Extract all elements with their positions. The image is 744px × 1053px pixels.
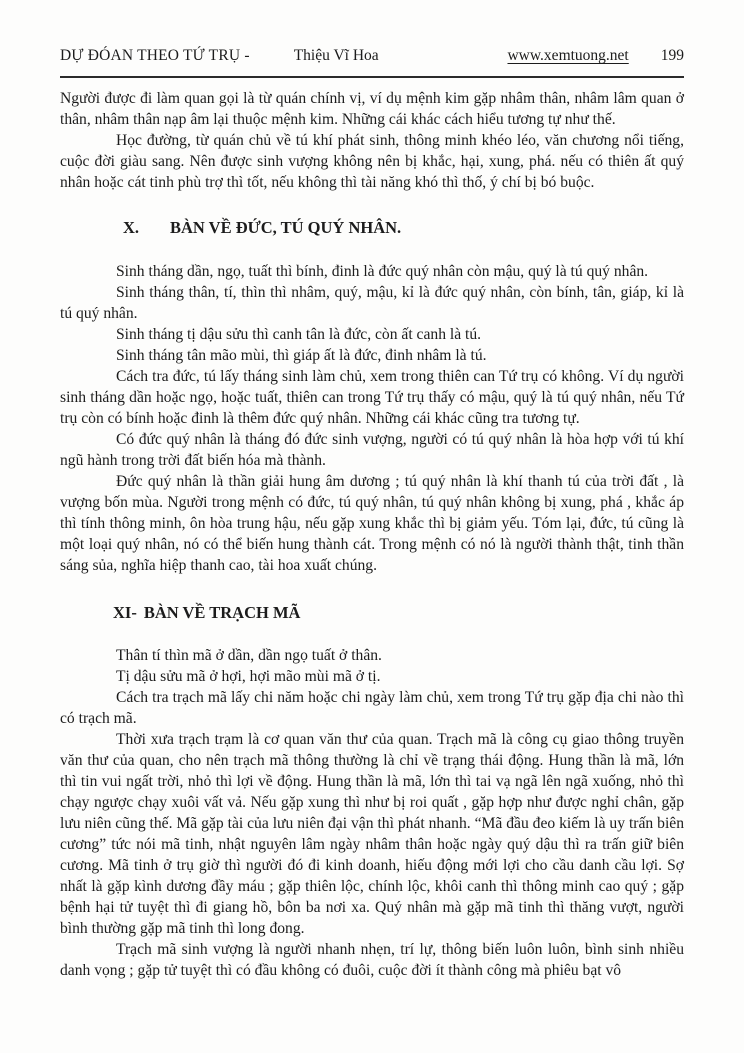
page-number: 199 bbox=[660, 47, 684, 64]
section-number: XI- bbox=[113, 603, 137, 622]
paragraph: Thời xưa trạch trạm là cơ quan văn thư của quan. Trạch mã là công cụ giao thông truyền văn thư của quan, cho nên trạch mã thông thường là chỉ về trạng thái động. Hung thần là mã, lớn thì tin vui ngất trời, nhỏ thì lợi về động. Hung thần là mã, lớn thì tai vạ ngã lên ngã xuống, nhỏ thì chạy ngược chạy xuôi vất vả. Nếu gặp xung thì như bị roi quất , gặp hợp như được nghỉ chân, gặp lưu niên cũng thế. Mã gặp tài của lưu niên đại vận thì phát nhanh. “Mã đầu đeo kiếm là uy trấn biên cương” tức nói mã tinh, nhật nguyên lâm ngày nhâm thân hoặc ngày quý dậu thì ra trấn giữ biên cương. Mã tinh ở trụ giờ thì người đó đi kinh doanh, hiếu động mới lợi cho cầu danh cầu lợi. Sợ nhất là gặp kình dương đầy máu ; gặp thiên lộc, chính lộc, khôi canh thì thông minh cao quý ; gặp bệnh hại tử tuyệt thì đi giang hồ, bôn ba nơi xa. Quý nhân mà gặp mã tinh thì thăng vượt, người bình thường gặp mã tinh thì long đong. bbox=[60, 731, 684, 937]
paragraph: Có đức quý nhân là tháng đó đức sinh vượng, người có tú quý nhân là hòa hợp với tú khí ngũ hành trong trời đất biến hóa mà thành. bbox=[60, 431, 684, 469]
section-heading-xi bbox=[113, 602, 684, 623]
book-title: DỰ ĐÓAN THEO TỨ TRỤ - bbox=[60, 47, 250, 64]
section-number: X. bbox=[123, 218, 140, 237]
section-title: BÀN VỀ TRẠCH MÃ bbox=[143, 603, 301, 622]
section-title: BÀN VỀ ĐỨC, TÚ QUÝ NHÂN. bbox=[170, 218, 402, 237]
paragraph: Cách tra đức, tú lấy tháng sinh làm chủ, xem trong thiên can Tứ trụ có không. Ví dụ người sinh tháng dần hoặc ngọ, hoặc tuất, thiên can trong Tứ trụ thấy có mậu, quý là tú quý nhân, nếu Tứ trụ còn có bính hoặc đinh là thêm đức quý nhân. Những cái khác cũng tra tương tự. bbox=[60, 368, 684, 427]
author-name: Thiệu Vĩ Hoa bbox=[293, 47, 379, 64]
header-divider bbox=[60, 76, 684, 78]
section-heading-x bbox=[123, 217, 684, 238]
paragraph: Sinh tháng tị dậu sửu thì canh tân là đức, còn ất canh là tú. bbox=[116, 326, 482, 343]
page-body bbox=[60, 88, 684, 981]
page-header bbox=[60, 46, 684, 65]
paragraph: Cách tra trạch mã lấy chi năm hoặc chi ngày làm chủ, xem trong Tứ trụ gặp địa chi nào thì có trạch mã. bbox=[60, 689, 684, 727]
paragraph: Tị dậu sửu mã ở hợi, hợi mão mùi mã ở tị. bbox=[116, 668, 381, 685]
paragraph: Thân tí thìn mã ở dần, dần ngọ tuất ở thân. bbox=[116, 647, 382, 664]
paragraph: Sinh tháng thân, tí, thìn thì nhâm, quý, mậu, kỉ là đức quý nhân, còn bính, tân, giáp, kỉ là tú quý nhân. bbox=[60, 284, 684, 322]
paragraph: Học đường, từ quán chủ về tú khí phát sinh, thông minh khéo léo, văn chương nổi tiếng, cuộc đời giàu sang. Nên được sinh vượng không nên bị khắc, hại, xung, phá. nếu có thiên ất quý nhân hoặc cát tinh phù trợ thì tốt, nếu không thì tài năng khó thì thố, ý chí bị bó buộc. bbox=[60, 132, 684, 191]
paragraph: Đức quý nhân là thần giải hung âm dương ; tú quý nhân là khí thanh tú của trời đất , là vượng bốn mùa. Người trong mệnh có đức, tú quý nhân, tú quý nhân không bị xung, phá , khắc áp thì tính thông minh, ôn hòa trung hậu, nếu gặp xung khắc thì bị giảm yếu. Tóm lại, đức, tú cũng là một loại quý nhân, nó có thể biến hung thành cát. Trong mệnh có nó là người thành thật, tinh thần sáng sủa, nghĩa hiệp thanh cao, tài hoa xuất chúng. bbox=[60, 473, 684, 574]
paragraph: Sinh tháng dần, ngọ, tuất thì bính, đinh là đức quý nhân còn mậu, quý là tú quý nhân. bbox=[116, 263, 649, 280]
paragraph: Sinh tháng tân mão mùi, thì giáp ất là đức, đinh nhâm là tú. bbox=[116, 347, 487, 364]
paragraph: Người được đi làm quan gọi là từ quán chính vị, ví dụ mệnh kim gặp nhâm thân, nhâm lâm quan ở thân, nhâm thân nạp âm lại thuộc mệnh kim. Những cái khác cách hiểu tương tự như thế. bbox=[60, 90, 684, 128]
website-link[interactable]: www.xemtuong.net bbox=[507, 47, 629, 64]
paragraph: Trạch mã sinh vượng là người nhanh nhẹn, trí lự, thông biến luôn luôn, bình sinh nhiều danh vọng ; gặp tử tuyệt thì có đầu không có đuôi, cuộc đời ít thành công mà phiêu bạt vô bbox=[60, 941, 684, 979]
